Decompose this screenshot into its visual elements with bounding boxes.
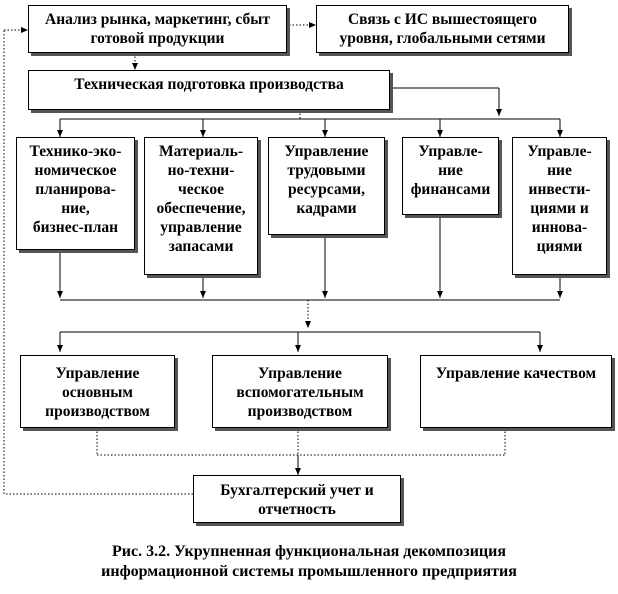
finance-box	[402, 137, 499, 215]
material-label: Материаль- но-техни- ческое обеспечение, управление запасами	[156, 143, 246, 255]
techprep-box	[28, 70, 390, 110]
planning-box	[16, 137, 135, 250]
mainprod-label: Управление основным производством	[45, 365, 150, 420]
quality-box	[420, 355, 612, 428]
techprep-label: Техническая подготовка производства	[74, 76, 344, 93]
quality-label: Управление качеством	[435, 365, 597, 382]
accounting-label: Бухгалтерский учет и отчетность	[220, 482, 374, 518]
accounting-box	[193, 475, 401, 523]
external-box	[316, 5, 569, 53]
planning-label: Технико-эко- номическое планирова- ние, бизнес-план	[29, 143, 122, 236]
invest-label: Управле- ние инвести- циями и иннова- циями	[527, 143, 592, 255]
caption-line-1: Рис. 3.2. Укрупненная функциональная декомпозиция	[111, 543, 507, 560]
material-box	[144, 137, 258, 275]
market-label: Анализ рынка, маркетинг, сбыт готовой продукции	[45, 11, 270, 47]
external-label: Связь с ИС вышестоящего уровня, глобальными сетями	[339, 11, 546, 47]
finance-label: Управле- ние финансами	[410, 143, 491, 198]
figure-caption	[0, 542, 618, 582]
caption-line-2: информационной системы промышленного предприятия	[101, 563, 517, 580]
hr-box	[268, 137, 385, 235]
market-box	[28, 5, 287, 53]
invest-box	[512, 137, 607, 275]
auxprod-box	[212, 355, 388, 428]
mainprod-box	[20, 355, 175, 428]
auxprod-label: Управление вспомогательным производством	[236, 365, 364, 420]
hr-label: Управление трудовыми ресурсами, кадрами	[284, 143, 369, 217]
